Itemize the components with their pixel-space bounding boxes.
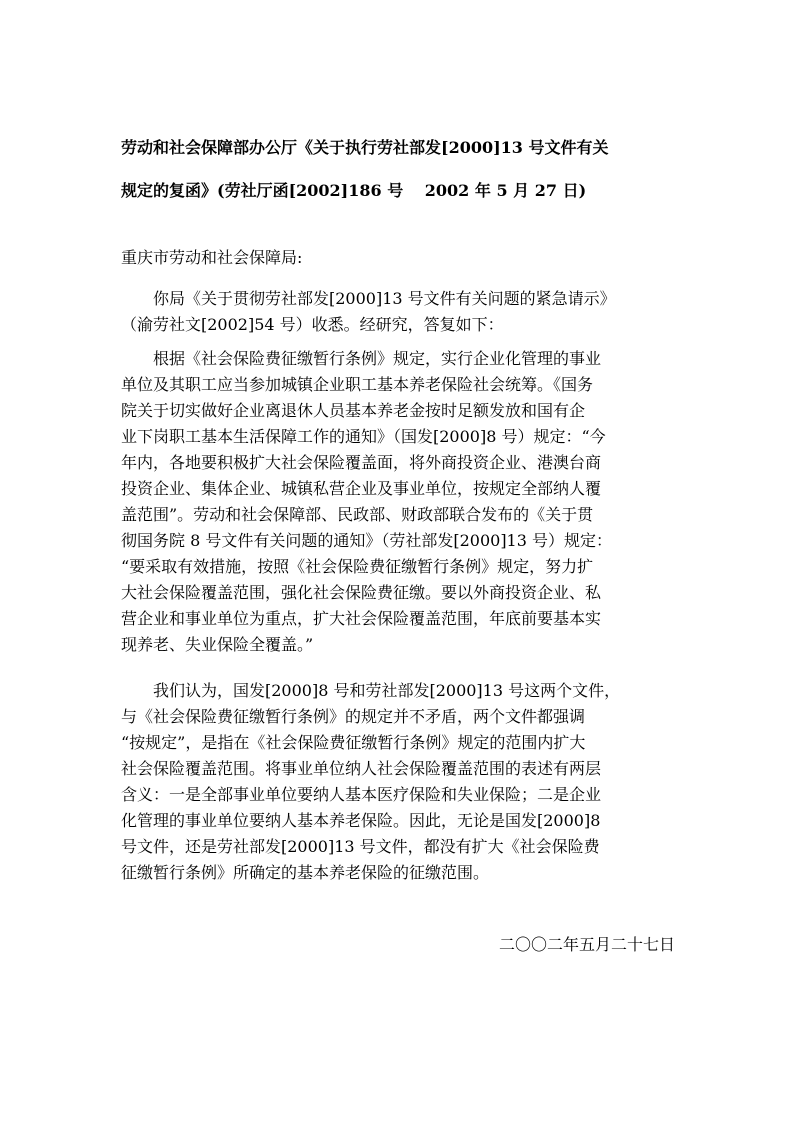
salutation: 重庆市劳动和社会保障局: [121, 248, 303, 267]
paragraph-1 [121, 286, 681, 338]
text-line: 社会保险覆盖范围。将事业单位纳人社会保险覆盖范围的表述有两层 [121, 759, 602, 778]
text-line: 与《社会保险费征缴暂行条例》的规定并不矛盾，两个文件都强调 [121, 707, 586, 726]
text-line: 号文件，还是劳社部发[2000]13 号文件，都没有扩大《社会保险费 [121, 837, 600, 856]
text-line: 你局《关于贯彻劳社部发[2000]13 号文件有关问题的紧急请示》 [121, 289, 616, 308]
text-line: 征缴暂行条例》所确定的基本养老保险的征缴范围。 [121, 863, 490, 882]
text-line: 化管理的事业单位要纳人基本养老保险。因此，无论是国发[2000]8 [121, 811, 601, 830]
text-line: 彻国务院 8 号文件有关问题的通知》（劳社部发[2000]13 号）规定： [121, 531, 613, 550]
text-line: 业下岗职工基本生活保障工作的通知》（国发[2000]8 号）规定：“今 [121, 427, 606, 446]
text-line: 根据《社会保险费征缴暂行条例》规定，实行企业化管理的事业 [121, 349, 602, 368]
text-line: 院关于切实做好企业离退休人员基本养老金按时足额发放和国有企 [121, 401, 586, 420]
document-title [121, 126, 681, 212]
text-line: 现养老、失业保险全覆盖。” [121, 635, 314, 654]
paragraph-2 [121, 346, 681, 658]
paragraph-3 [121, 678, 681, 886]
text-line: 年内，各地要积极扩大社会保险覆盖面，将外商投资企业、港澳台商 [121, 453, 602, 472]
text-line: 含义：一是全部事业单位要纳人基本医疗保险和失业保险；二是企业 [121, 785, 602, 804]
text-line: 投资企业、集体企业、城镇私营企业及事业单位，按规定全部纳人覆 [121, 479, 602, 498]
text-line: “按规定”，是指在《社会保险费征缴暂行条例》规定的范围内扩大 [121, 733, 586, 752]
text-line: 大社会保险覆盖范围，强化社会保险费征缴。要以外商投资企业、私 [121, 583, 602, 602]
document-date: 二〇〇二年五月二十七日 [498, 935, 675, 954]
text-line: 营企业和事业单位为重点，扩大社会保险覆盖范围，年底前要基本实 [121, 609, 602, 628]
text-line: 盖范围”。劳动和社会保障部、民政部、财政部联合发布的《关于贯 [121, 505, 594, 524]
title-line: 规定的复函》(劳社厅函[2002]186 号 2002 年 5 月 27 日) [121, 181, 587, 200]
title-line: 劳动和社会保障部办公厅《关于执行劳社部发[2000]13 号文件有关 [121, 138, 609, 157]
text-line: （渝劳社文[2002]54 号）收悉。经研究，答复如下： [121, 315, 504, 334]
text-line: “要采取有效措施，按照《社会保险费征缴暂行条例》规定，努力扩 [121, 557, 594, 576]
text-line: 我们认为，国发[2000]8 号和劳社部发[2000]13 号这两个文件， [121, 681, 621, 700]
text-line: 单位及其职工应当参加城镇企业职工基本养老保险社会统筹。《国务 [121, 375, 594, 394]
